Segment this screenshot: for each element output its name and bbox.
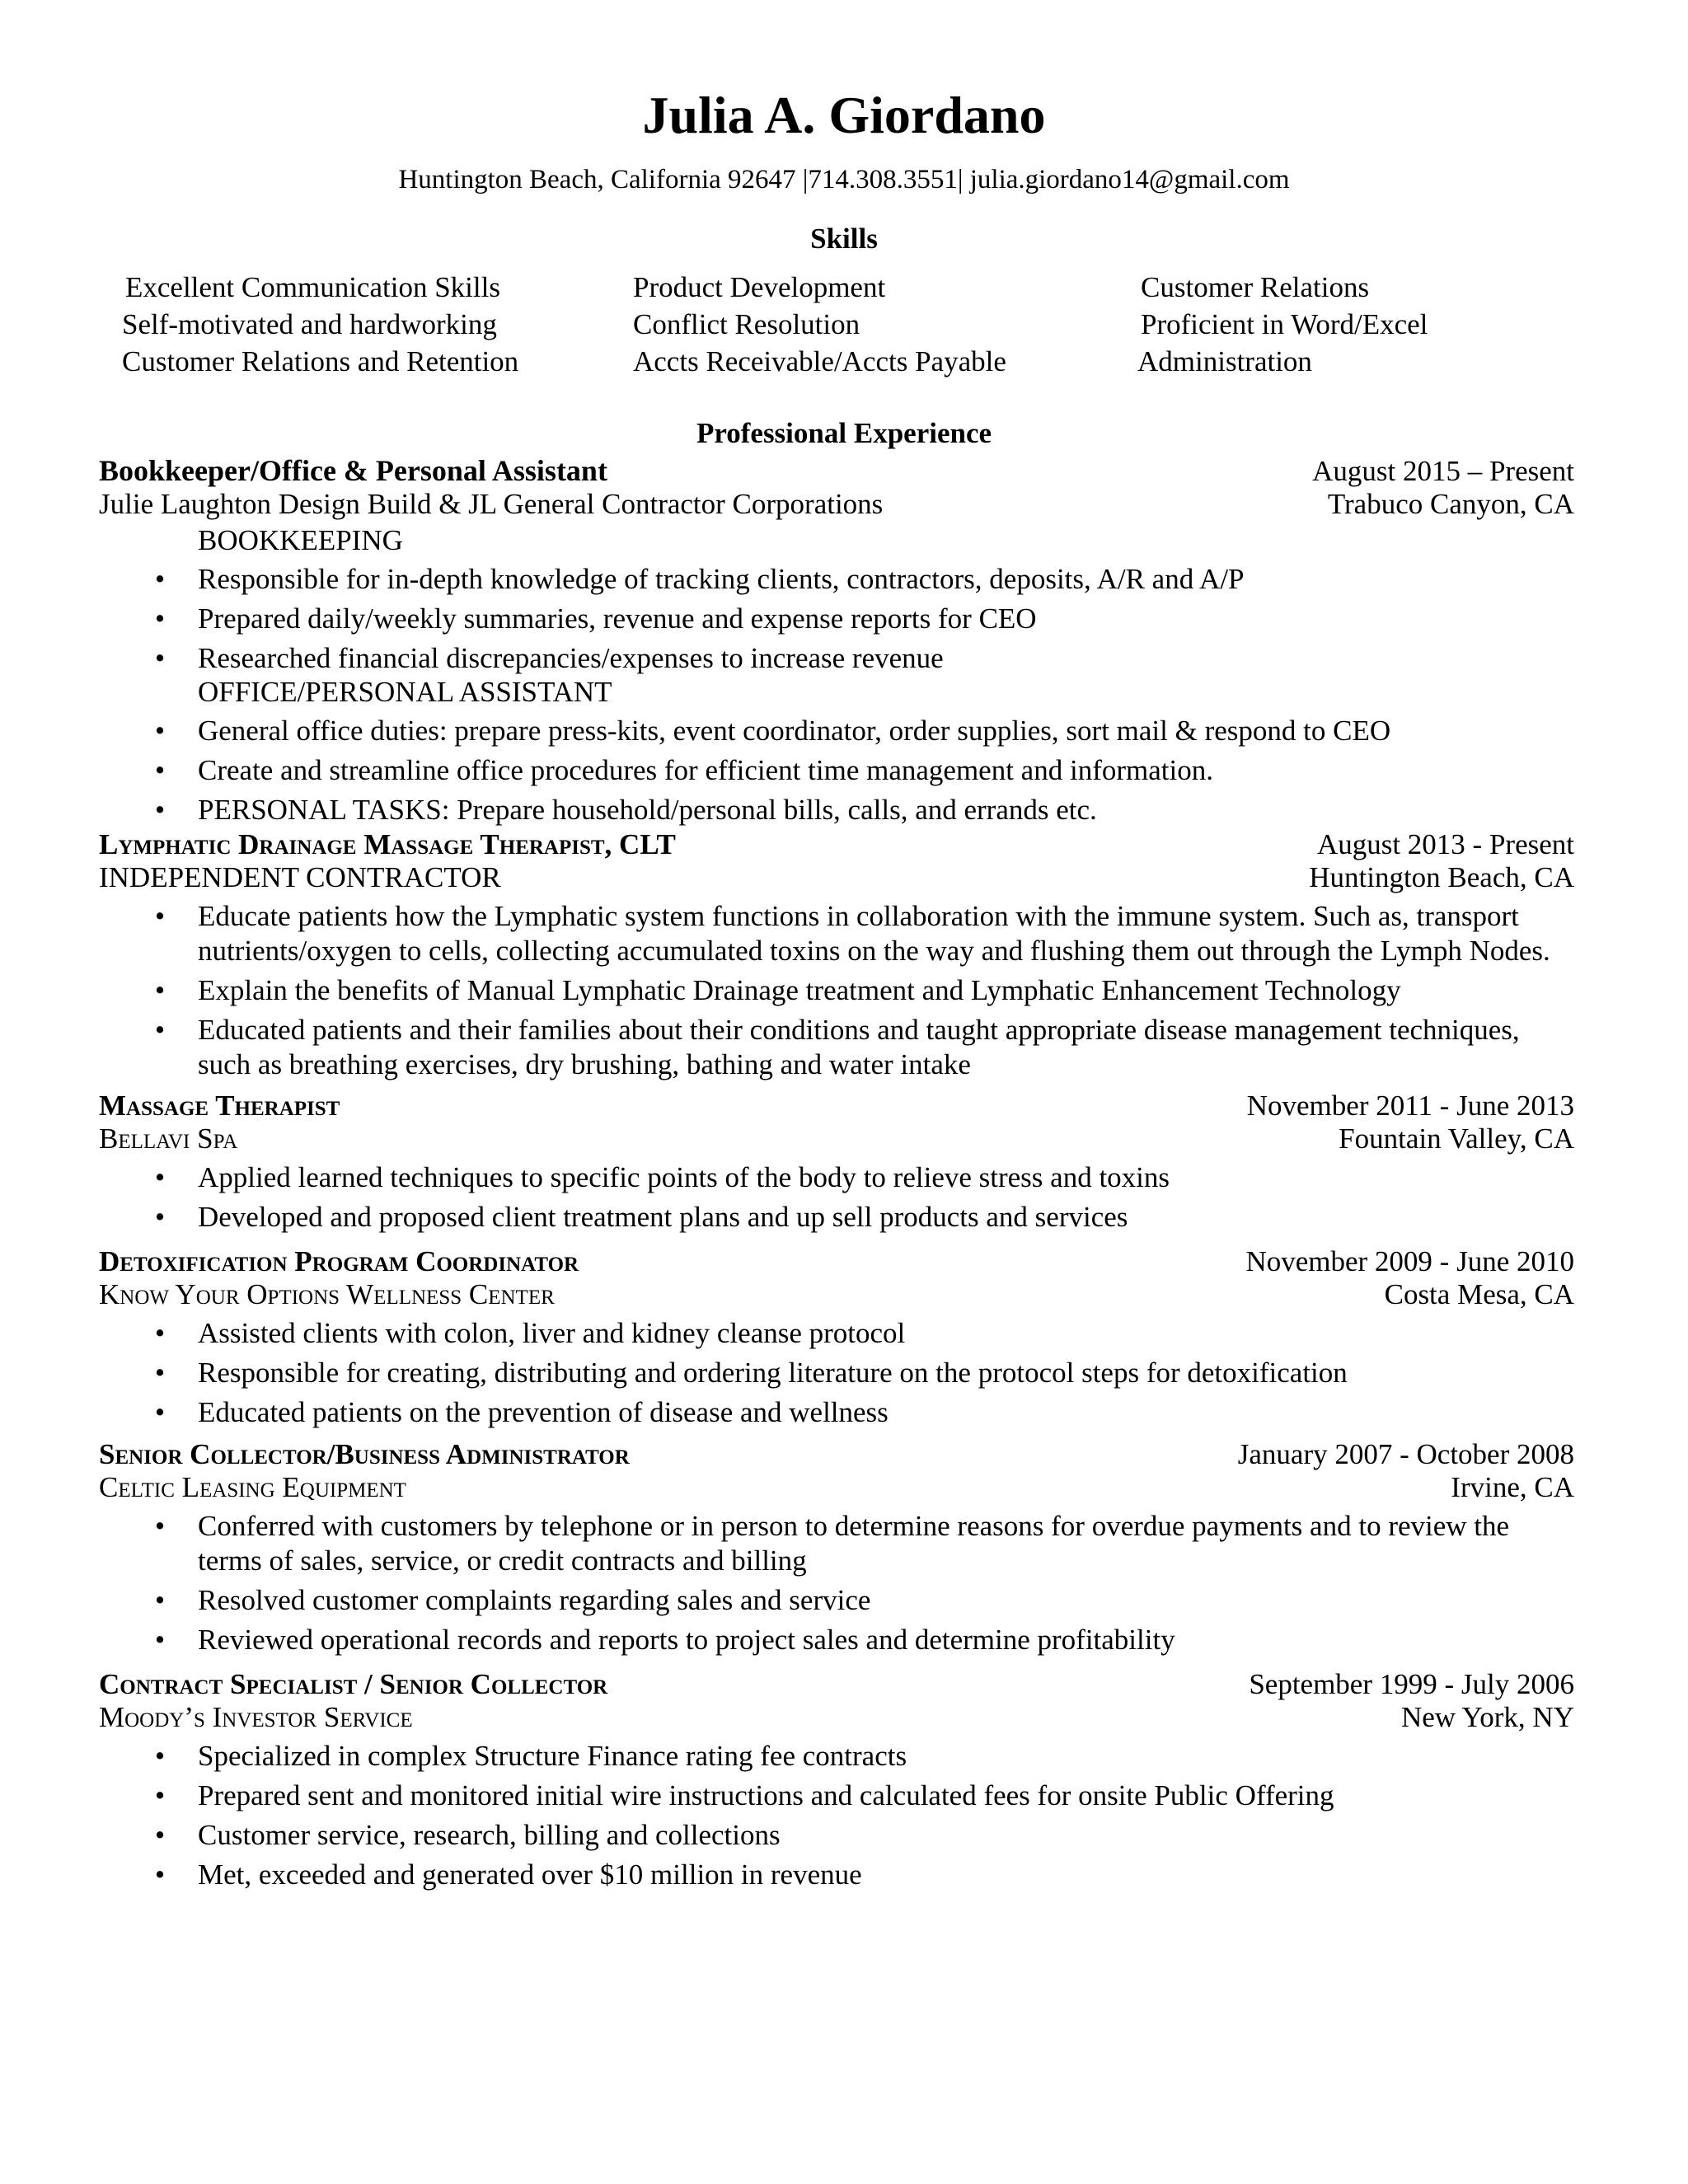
skill-item: Administration: [1137, 345, 1312, 377]
bullet-icon: •: [154, 1014, 166, 1046]
bullet-icon: •: [154, 1740, 166, 1772]
bullet-list: [99, 562, 1574, 676]
job-title: Bookkeeper/Office & Personal Assistant: [99, 454, 607, 487]
job-entry: [99, 1245, 1574, 1435]
bullet-item: • Developed and proposed client treatment plans and up sell products and services: [99, 1200, 1574, 1235]
job-dates: August 2015 – Present: [1312, 455, 1574, 487]
job-dates: January 2007 - October 2008: [1237, 1438, 1574, 1470]
bullet-icon: •: [154, 715, 166, 747]
job-company: Know Your Options Wellness Center: [99, 1278, 555, 1310]
job-entry: [99, 1090, 1574, 1240]
bullet-item: • Assisted clients with colon, liver and kidney cleanse protocol: [99, 1316, 1574, 1351]
bullet-icon: •: [154, 1510, 166, 1542]
bullet-item: • Prepared daily/weekly summaries, revenue and expense reports for CEO: [99, 602, 1574, 636]
bullet-item: • Prepared sent and monitored initial wire instructions and calculated fees for onsite Public Offering: [99, 1779, 1574, 1813]
bullet-item: • Educated patients and their families about their conditions and taught appropriate disease management techniques, such as breathing exercises, dry brushing, bathing and water intake: [99, 1013, 1574, 1082]
experience-heading: Professional Experience: [696, 417, 992, 449]
skill-item: Self-motivated and hardworking: [122, 308, 497, 340]
bullet-icon: •: [154, 1357, 166, 1389]
skills-heading: Skills: [810, 223, 878, 255]
bullet-item: • PERSONAL TASKS: Prepare household/personal bills, calls, and errands etc.: [99, 793, 1574, 827]
bullet-item: • Educated patients on the prevention of disease and wellness: [99, 1395, 1574, 1430]
skill-item: Customer Relations and Retention: [122, 345, 519, 377]
bullet-list: [99, 1160, 1574, 1235]
job-title: Senior Collector/Business Administrator: [99, 1438, 630, 1470]
bullet-list: [99, 1509, 1574, 1657]
bullet-item: • Researched financial discrepancies/expenses to increase revenue: [99, 641, 1574, 676]
bullet-list: [99, 899, 1574, 1082]
bullet-item: • Educate patients how the Lymphatic system functions in collaboration with the immune system. Such as, transport nutrients/oxygen to cells, collecting accumulated toxins on the way and flushing them out through the Lymph Nodes.: [99, 899, 1574, 968]
bullet-item: • Conferred with customers by telephone or in person to determine reasons for overdue payments and to review the terms of sales, service, or credit contracts and billing: [99, 1509, 1574, 1578]
skill-item: Customer Relations: [1141, 271, 1370, 303]
job-subheading: BOOKKEEPING: [198, 524, 403, 556]
job-title: Lymphatic Drainage Massage Therapist, CLT: [99, 828, 676, 860]
bullet-icon: •: [154, 563, 166, 595]
job-location: Trabuco Canyon, CA: [1327, 488, 1574, 520]
bullet-item: • Customer service, research, billing and collections: [99, 1818, 1574, 1853]
bullet-icon: •: [154, 900, 166, 932]
bullet-item: • Met, exceeded and generated over $10 million in revenue: [99, 1858, 1574, 1892]
bullet-item: • Applied learned techniques to specific points of the body to relieve stress and toxins: [99, 1160, 1574, 1195]
bullet-icon: •: [154, 1779, 166, 1811]
bullet-icon: •: [154, 1819, 166, 1851]
bullet-item: • Resolved customer complaints regarding sales and service: [99, 1583, 1574, 1618]
bullet-icon: •: [154, 1161, 166, 1193]
bullet-icon: •: [154, 1624, 166, 1656]
job-dates: September 1999 - July 2006: [1249, 1668, 1574, 1700]
bullet-item: • Reviewed operational records and reports to project sales and determine profitability: [99, 1623, 1574, 1657]
job-company: Bellavi Spa: [99, 1122, 238, 1155]
bullet-icon: •: [154, 1396, 166, 1428]
bullet-icon: •: [154, 1201, 166, 1233]
bullet-icon: •: [154, 602, 166, 635]
job-entry: [99, 828, 1574, 1087]
skill-item: Excellent Communication Skills: [125, 271, 500, 303]
bullet-item: • Explain the benefits of Manual Lymphatic Drainage treatment and Lymphatic Enhancement Technology: [99, 973, 1574, 1008]
job-company: Julie Laughton Design Build & JL General Contractor Corporations: [99, 488, 884, 520]
job-entry: [99, 454, 1574, 832]
job-subheading: OFFICE/PERSONAL ASSISTANT: [198, 676, 612, 708]
bullet-icon: •: [154, 974, 166, 1006]
bullet-icon: •: [154, 1858, 166, 1891]
job-location: Irvine, CA: [1451, 1471, 1574, 1503]
job-location: New York, NY: [1400, 1701, 1574, 1733]
bullet-icon: •: [154, 642, 166, 674]
job-dates: August 2013 - Present: [1316, 828, 1574, 860]
job-dates: November 2011 - June 2013: [1246, 1090, 1574, 1122]
job-location: Fountain Valley, CA: [1339, 1122, 1574, 1155]
job-title: Massage Therapist: [99, 1090, 340, 1122]
skill-item: Product Development: [633, 271, 886, 303]
bullet-list: [99, 714, 1574, 827]
job-entry: [99, 1668, 1574, 1897]
bullet-item: • Specialized in complex Structure Finance rating fee contracts: [99, 1739, 1574, 1774]
bullet-icon: •: [154, 754, 166, 786]
job-entry: [99, 1438, 1574, 1662]
job-dates: November 2009 - June 2010: [1245, 1245, 1574, 1277]
contact-line: Huntington Beach, California 92647 |714.308.3551| julia.giordano14@gmail.com: [398, 165, 1290, 194]
job-location: Costa Mesa, CA: [1384, 1278, 1574, 1310]
job-company: Moody’s Investor Service: [99, 1701, 413, 1733]
skill-item: Conflict Resolution: [633, 308, 860, 340]
job-title: Contract Specialist / Senior Collector: [99, 1668, 608, 1700]
bullet-icon: •: [154, 794, 166, 826]
candidate-name: Julia A. Giordano: [642, 86, 1046, 144]
bullet-item: • Responsible for in-depth knowledge of tracking clients, contractors, deposits, A/R and A/P: [99, 562, 1574, 597]
bullet-list: [99, 1739, 1574, 1892]
bullet-item: • General office duties: prepare press-kits, event coordinator, order supplies, sort mail & respond to CEO: [99, 714, 1574, 748]
bullet-item: • Create and streamline office procedures for efficient time management and information.: [99, 753, 1574, 788]
bullet-icon: •: [154, 1584, 166, 1616]
job-company: INDEPENDENT CONTRACTOR: [99, 861, 501, 893]
job-location: Huntington Beach, CA: [1309, 861, 1574, 893]
job-company: Celtic Leasing Equipment: [99, 1471, 406, 1503]
bullet-icon: •: [154, 1317, 166, 1349]
skill-item: Proficient in Word/Excel: [1141, 308, 1428, 340]
bullet-list: [99, 1316, 1574, 1430]
job-title: Detoxification Program Coordinator: [99, 1245, 579, 1277]
bullet-item: • Responsible for creating, distributing and ordering literature on the protocol steps for detoxification: [99, 1356, 1574, 1390]
skill-item: Accts Receivable/Accts Payable: [633, 345, 1006, 377]
